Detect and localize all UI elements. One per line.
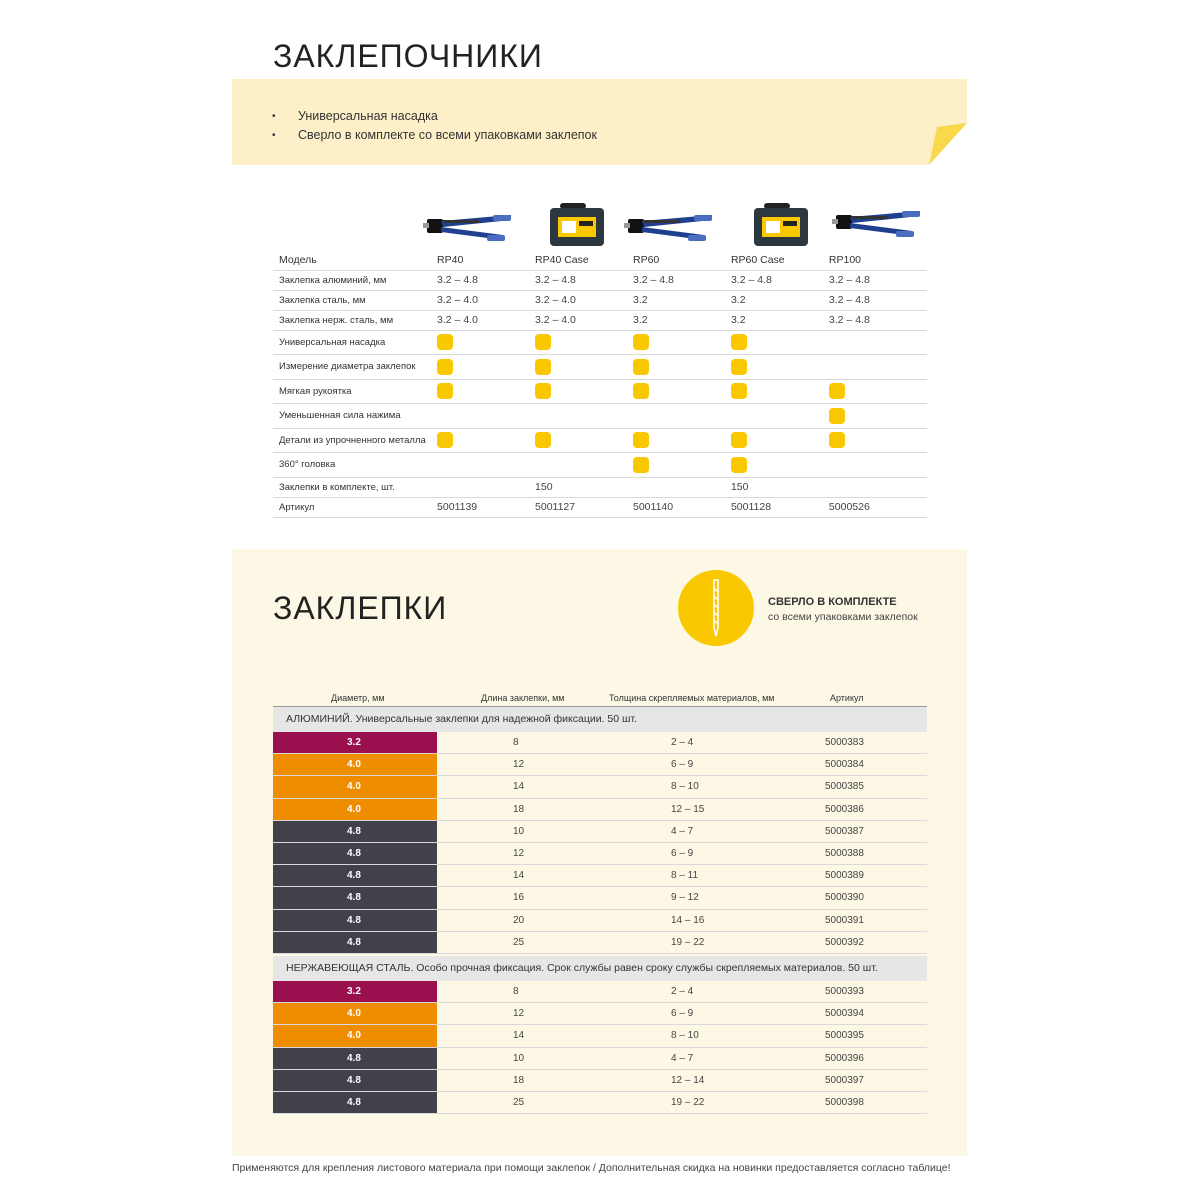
article-cell: 5000396 xyxy=(825,1052,864,1064)
length-cell: 25 xyxy=(513,1097,525,1108)
spec-value: 3.2 xyxy=(633,310,731,330)
specs-row xyxy=(273,497,927,517)
article-cell: 5000394 xyxy=(825,1008,864,1020)
rivet-header-diameter: Диаметр, мм xyxy=(331,693,385,703)
article-cell: 5000387 xyxy=(825,825,864,837)
length-cell: 18 xyxy=(513,1074,525,1086)
specs-header-label: Модель xyxy=(273,250,437,270)
diameter-cell: 4.8 xyxy=(273,1070,437,1091)
article-cell: 5000398 xyxy=(825,1097,864,1108)
diameter-cell: 4.0 xyxy=(273,776,437,797)
article-cell: 5000390 xyxy=(825,892,864,904)
spec-value: 3.2 – 4.0 xyxy=(535,310,633,330)
diameter-cell: 3.2 xyxy=(273,732,437,753)
feature-cell xyxy=(731,428,829,453)
specs-row-label: Заклепки в комплекте, шт. xyxy=(273,477,437,497)
feature-check-icon xyxy=(437,359,453,375)
spec-value: 5001140 xyxy=(633,497,731,517)
feature-check-icon xyxy=(633,334,649,350)
specs-row xyxy=(273,330,927,355)
diameter-cell: 4.8 xyxy=(273,932,437,953)
thickness-cell: 14 – 16 xyxy=(671,914,705,926)
feature-cell xyxy=(731,453,829,478)
article-cell: 5000397 xyxy=(825,1074,864,1086)
model-name: RP40 Case xyxy=(535,250,633,270)
thickness-cell: 8 – 11 xyxy=(671,870,699,882)
spec-value: 3.2 – 4.0 xyxy=(437,290,535,310)
table-row xyxy=(273,932,927,954)
specs-row-label: Заклепка алюминий, мм xyxy=(273,270,437,290)
feature-cell xyxy=(437,330,535,355)
drill-bit-icon xyxy=(678,570,754,646)
length-cell: 8 xyxy=(513,986,519,997)
specs-row xyxy=(273,477,927,497)
specs-row-label: Артикул xyxy=(273,497,437,517)
spec-value: 3.2 – 4.8 xyxy=(633,270,731,290)
rivet-group-title: АЛЮМИНИЙ. Универсальные заклепки для надежной фиксации. 50 шт. xyxy=(273,707,927,732)
length-cell: 14 xyxy=(513,1030,525,1042)
feature-check-icon xyxy=(731,383,747,399)
feature-cell xyxy=(633,355,731,380)
feature-cell xyxy=(731,404,829,429)
feature-cell xyxy=(535,404,633,429)
rivet-group-title: НЕРЖАВЕЮЩАЯ СТАЛЬ. Особо прочная фиксация. Срок службы равен сроку службы скрепляемых материалов. 50 шт. xyxy=(273,956,927,981)
feature-cell xyxy=(437,428,535,453)
model-name: RP60 Case xyxy=(731,250,829,270)
specs-row xyxy=(273,428,927,453)
feature-cell xyxy=(829,379,927,404)
spec-value: 150 xyxy=(535,477,633,497)
spec-value xyxy=(437,477,535,497)
features-list xyxy=(274,107,597,145)
feature-cell xyxy=(437,355,535,380)
spec-value: 5001128 xyxy=(731,497,829,517)
footer-note: Применяются для крепления листового материала при помощи заклепок / Дополнительная скидка на новинки предоставляется согласно таблице! xyxy=(232,1162,951,1174)
drill-subtitle: со всеми упаковками заклепок xyxy=(768,611,918,623)
article-cell: 5000395 xyxy=(825,1030,864,1042)
length-cell: 25 xyxy=(513,936,525,948)
thickness-cell: 6 – 9 xyxy=(671,848,694,859)
specs-row-label: Заклепка нерж. сталь, мм xyxy=(273,310,437,330)
feature-check-icon xyxy=(731,432,747,448)
feature-cell xyxy=(731,330,829,355)
spec-value: 3.2 xyxy=(731,290,829,310)
specs-row xyxy=(273,453,927,478)
length-cell: 14 xyxy=(513,781,525,793)
feature-check-icon xyxy=(437,334,453,350)
article-cell: 5000388 xyxy=(825,848,864,859)
table-row xyxy=(273,776,927,798)
page-title: ЗАКЛЕПОЧНИКИ xyxy=(273,38,543,74)
feature-check-icon xyxy=(633,457,649,473)
length-cell: 12 xyxy=(513,759,525,771)
feature-check-icon xyxy=(633,359,649,375)
specs-table xyxy=(273,250,927,518)
thickness-cell: 19 – 22 xyxy=(671,1097,705,1108)
specs-row-label: 360° головка xyxy=(273,453,437,478)
specs-row xyxy=(273,290,927,310)
feature-check-icon xyxy=(535,432,551,448)
length-cell: 12 xyxy=(513,1008,525,1020)
feature-cell xyxy=(437,404,535,429)
features-banner xyxy=(232,79,967,165)
thickness-cell: 4 – 7 xyxy=(671,1052,694,1064)
table-row xyxy=(273,887,927,909)
specs-row-label: Универсальная насадка xyxy=(273,330,437,355)
length-cell: 20 xyxy=(513,914,525,926)
length-cell: 14 xyxy=(513,870,525,882)
spec-value: 3.2 – 4.8 xyxy=(731,270,829,290)
diameter-cell: 4.8 xyxy=(273,910,437,931)
diameter-cell: 4.0 xyxy=(273,1025,437,1046)
length-cell: 16 xyxy=(513,892,525,904)
feature-check-icon xyxy=(437,383,453,399)
spec-value: 3.2 – 4.0 xyxy=(535,290,633,310)
rivet-header-length: Длина заклепки, мм xyxy=(481,693,565,703)
feature-cell xyxy=(829,453,927,478)
feature-cell xyxy=(633,330,731,355)
article-cell: 5000384 xyxy=(825,759,864,771)
feature-cell xyxy=(829,330,927,355)
spec-value: 3.2 – 4.8 xyxy=(437,270,535,290)
specs-row-label: Измерение диаметра заклепок xyxy=(273,355,437,380)
feature-cell xyxy=(633,379,731,404)
spec-value: 5001139 xyxy=(437,497,535,517)
rivet-gun-image xyxy=(832,203,922,251)
specs-row-label: Детали из упрочненного металла xyxy=(273,428,437,453)
rivets-title: ЗАКЛЕПКИ xyxy=(273,590,448,626)
length-cell: 18 xyxy=(513,803,525,815)
diameter-cell: 4.8 xyxy=(273,843,437,864)
feature-check-icon xyxy=(437,432,453,448)
article-cell: 5000383 xyxy=(825,737,864,748)
table-row xyxy=(273,865,927,887)
feature-check-icon xyxy=(535,383,551,399)
feature-check-icon xyxy=(535,334,551,350)
rivet-header-article: Артикул xyxy=(830,693,864,703)
spec-value: 3.2 – 4.8 xyxy=(829,270,927,290)
model-name: RP100 xyxy=(829,250,927,270)
diameter-cell: 4.8 xyxy=(273,1048,437,1069)
table-row xyxy=(273,981,927,1003)
thickness-cell: 12 – 14 xyxy=(671,1074,705,1086)
spec-value: 5001127 xyxy=(535,497,633,517)
spec-value: 3.2 – 4.8 xyxy=(829,290,927,310)
thickness-cell: 8 – 10 xyxy=(671,1030,699,1042)
feature-cell xyxy=(535,355,633,380)
page-fold-decoration xyxy=(929,123,967,165)
feature-check-icon xyxy=(633,383,649,399)
rivet-gun-image xyxy=(423,207,513,255)
thickness-cell: 8 – 10 xyxy=(671,781,699,793)
rivet-gun-image xyxy=(624,207,714,255)
diameter-cell: 4.0 xyxy=(273,754,437,775)
feature-check-icon xyxy=(731,457,747,473)
thickness-cell: 19 – 22 xyxy=(671,936,705,948)
feature-cell xyxy=(437,379,535,404)
table-row xyxy=(273,732,927,754)
feature-cell xyxy=(633,404,731,429)
specs-row xyxy=(273,404,927,429)
feature-check-icon xyxy=(829,408,845,424)
spec-value: 3.2 – 4.8 xyxy=(535,270,633,290)
feature-cell xyxy=(535,453,633,478)
length-cell: 10 xyxy=(513,825,525,837)
table-row xyxy=(273,1003,927,1025)
diameter-cell: 4.0 xyxy=(273,799,437,820)
model-name: RP40 xyxy=(437,250,535,270)
specs-row xyxy=(273,355,927,380)
article-cell: 5000389 xyxy=(825,870,864,882)
drill-badge xyxy=(678,570,754,646)
specs-row-label: Мягкая рукоятка xyxy=(273,379,437,404)
model-name: RP60 xyxy=(633,250,731,270)
table-row xyxy=(273,1048,927,1070)
table-row xyxy=(273,821,927,843)
feature-cell xyxy=(437,453,535,478)
feature-cell xyxy=(731,379,829,404)
spec-value: 3.2 – 4.8 xyxy=(829,310,927,330)
table-row xyxy=(273,799,927,821)
feature-cell xyxy=(829,428,927,453)
article-cell: 5000392 xyxy=(825,936,864,948)
feature-cell xyxy=(731,355,829,380)
article-cell: 5000393 xyxy=(825,986,864,997)
article-cell: 5000391 xyxy=(825,914,864,926)
rivet-gun-case-image xyxy=(752,203,842,251)
feature-check-icon xyxy=(731,359,747,375)
table-row xyxy=(273,1092,927,1114)
feature-cell xyxy=(829,404,927,429)
table-row xyxy=(273,910,927,932)
diameter-cell: 4.8 xyxy=(273,865,437,886)
table-row xyxy=(273,1070,927,1092)
spec-value: 5000526 xyxy=(829,497,927,517)
thickness-cell: 9 – 12 xyxy=(671,892,699,904)
feature-cell xyxy=(535,330,633,355)
thickness-cell: 6 – 9 xyxy=(671,759,694,771)
specs-row-label: Уменьшенная сила нажима xyxy=(273,404,437,429)
thickness-cell: 2 – 4 xyxy=(671,986,694,997)
length-cell: 10 xyxy=(513,1052,525,1064)
feature-check-icon xyxy=(829,432,845,448)
specs-row-label: Заклепка сталь, мм xyxy=(273,290,437,310)
drill-title: СВЕРЛО В КОМПЛЕКТЕ xyxy=(768,596,897,608)
feature-cell xyxy=(535,428,633,453)
feature-item: • Универсальная насадка xyxy=(274,107,597,126)
feature-cell xyxy=(633,428,731,453)
feature-item: • Сверло в комплекте со всеми упаковками заклепок xyxy=(274,126,597,145)
thickness-cell: 4 – 7 xyxy=(671,825,694,837)
spec-value: 3.2 xyxy=(731,310,829,330)
spec-value xyxy=(829,477,927,497)
diameter-cell: 4.0 xyxy=(273,1003,437,1024)
diameter-cell: 4.8 xyxy=(273,821,437,842)
spec-value xyxy=(633,477,731,497)
table-row xyxy=(273,754,927,776)
article-cell: 5000385 xyxy=(825,781,864,793)
table-row xyxy=(273,1025,927,1047)
diameter-cell: 3.2 xyxy=(273,981,437,1002)
spec-value: 3.2 xyxy=(633,290,731,310)
feature-check-icon xyxy=(731,334,747,350)
specs-row xyxy=(273,379,927,404)
feature-check-icon xyxy=(535,359,551,375)
length-cell: 12 xyxy=(513,848,525,859)
table-row xyxy=(273,843,927,865)
spec-value: 3.2 – 4.0 xyxy=(437,310,535,330)
thickness-cell: 12 – 15 xyxy=(671,803,705,815)
spec-value: 150 xyxy=(731,477,829,497)
specs-row xyxy=(273,310,927,330)
feature-cell xyxy=(829,355,927,380)
diameter-cell: 4.8 xyxy=(273,1092,437,1113)
article-cell: 5000386 xyxy=(825,803,864,815)
thickness-cell: 6 – 9 xyxy=(671,1008,694,1020)
feature-cell xyxy=(633,453,731,478)
diameter-cell: 4.8 xyxy=(273,887,437,908)
rivet-header-thickness: Толщина скрепляемых материалов, мм xyxy=(609,693,775,703)
feature-check-icon xyxy=(829,383,845,399)
length-cell: 8 xyxy=(513,737,519,748)
feature-check-icon xyxy=(633,432,649,448)
specs-row xyxy=(273,270,927,290)
thickness-cell: 2 – 4 xyxy=(671,737,694,748)
feature-cell xyxy=(535,379,633,404)
